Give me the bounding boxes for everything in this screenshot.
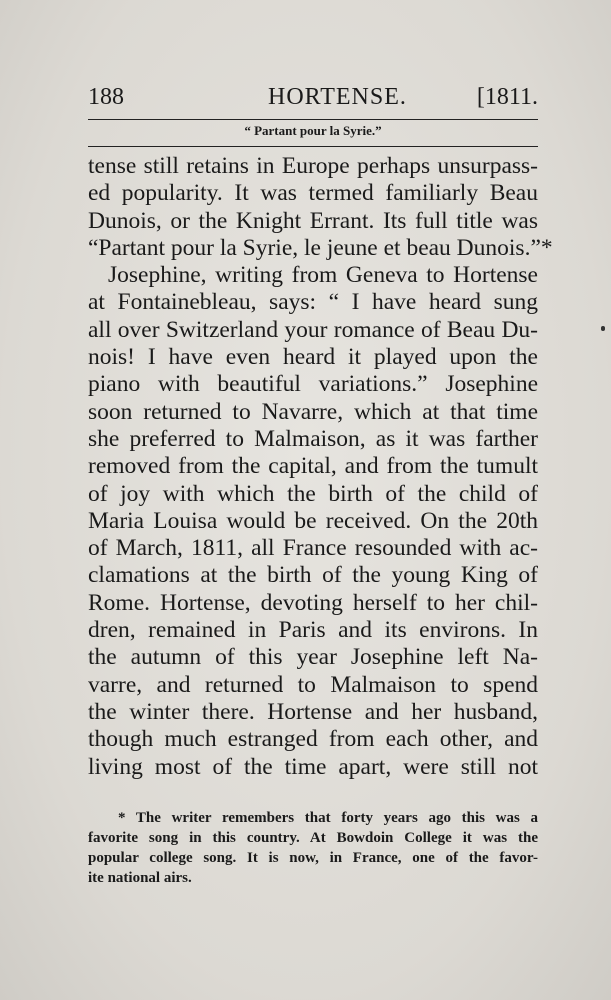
body-line: Josephine, writing from Geneva to Hortense: [108, 262, 538, 289]
body-line: piano with beautiful variations.” Josephine: [88, 371, 538, 398]
body-line: “Partant pour la Syrie, le jeune et beau Dunois.”*: [88, 234, 553, 261]
body-line: Dunois, or the Knight Errant. Its full title was: [88, 207, 538, 234]
footnote-line: favorite song in this country. At Bowdoin College it was the: [88, 830, 538, 846]
body-line: varre, and returned to Malmaison to spend: [88, 671, 538, 698]
subheading-rule: [88, 146, 538, 147]
section-subheading: “ Partant pour la Syrie.”: [244, 123, 382, 138]
body-line: soon returned to Navarre, which at that time: [88, 398, 538, 425]
body-line: living most of the time apart, were still not: [88, 753, 538, 780]
footnote-line: popular college song. It is now, in France, one of the favor-: [88, 850, 538, 866]
body-line: tense still retains in Europe perhaps unsurpass-: [88, 153, 538, 179]
body-line: of March, 1811, all France resounded with ac-: [88, 535, 538, 562]
body-line: Maria Louisa would be received. On the 20th: [88, 507, 538, 534]
body-line: of joy with which the birth of the child of: [88, 480, 538, 507]
body-line: Rome. Hortense, devoting herself to her chil-: [88, 589, 538, 616]
footnote-line: * The writer remembers that forty years ago this was a: [118, 810, 538, 826]
running-year: [1811.: [476, 84, 538, 110]
body-line: she preferred to Malmaison, as it was farther: [88, 425, 538, 452]
body-line: though much estranged from each other, and: [88, 726, 538, 753]
body-line: dren, remained in Paris and its environs. In: [88, 617, 538, 644]
body-line: all over Switzerland your romance of Beau Du-: [88, 316, 538, 343]
footnote: [88, 808, 538, 888]
body-line: the winter there. Hortense and her husband,: [88, 698, 538, 725]
body-line: the autumn of this year Josephine left Na-: [88, 644, 538, 671]
body-line: removed from the capital, and from the tumult: [88, 453, 538, 480]
body-line: ed popularity. It was termed familiarly Beau: [88, 180, 538, 207]
body-line: at Fontainebleau, says: “ I have heard sung: [88, 289, 538, 316]
body-text: [88, 153, 553, 781]
header-rule: [88, 119, 538, 120]
body-line: nois! I have even heard it played upon the: [88, 344, 538, 371]
body-line: clamations at the birth of the young King of: [88, 562, 538, 589]
ink-speck: [601, 326, 605, 331]
footnote-line: ite national airs.: [88, 870, 192, 886]
page-number: 188: [88, 84, 124, 110]
running-title: HORTENSE.: [268, 84, 407, 110]
running-header: [88, 84, 538, 114]
